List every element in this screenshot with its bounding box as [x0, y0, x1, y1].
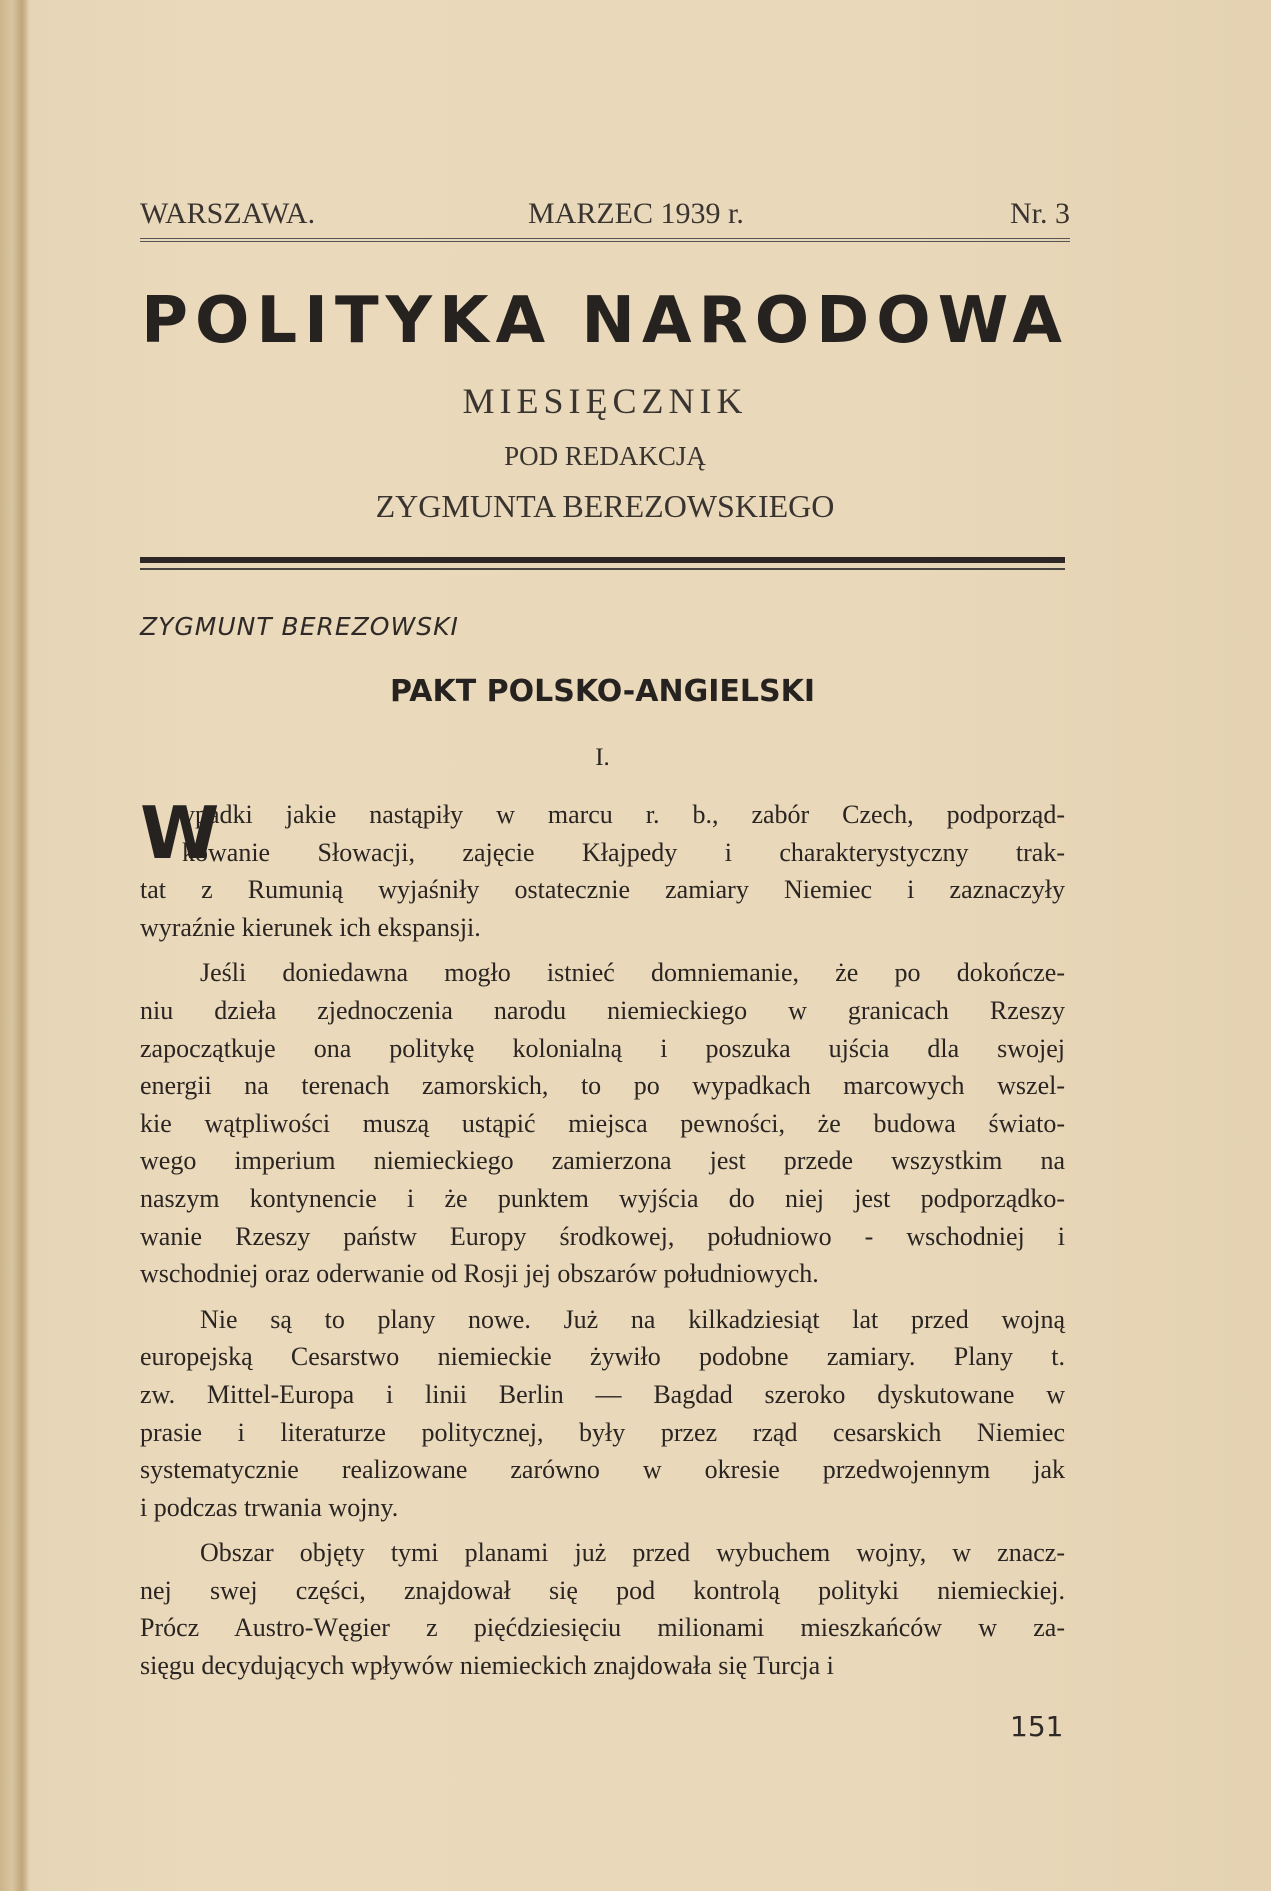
page-number: 151: [1010, 1710, 1064, 1743]
text-line: sięgu decydujących wpływów niemieckich znajdowała się Turcja i: [140, 1651, 834, 1681]
text-line: Nie są to plany nowe. Już na kilkadziesiąt lat przed wojną: [200, 1304, 1065, 1334]
journal-subtitle: MIESIĘCZNIK: [462, 381, 748, 421]
text-line: niu dzieła zjednoczenia narodu niemieckiego w granicach Rzeszy: [140, 995, 1065, 1025]
text-line: Prócz Austro-Węgier z pięćdziesięciu milionami mieszkańców w za-: [140, 1613, 1065, 1643]
article-author: ZYGMUNT BEREZOWSKI: [140, 612, 459, 641]
text-line: tat z Rumunią wyjaśniły ostatecznie zamiary Niemiec i zaznaczyły: [140, 875, 1065, 905]
text-line: Jeśli doniedawna mogło istnieć domniemanie, że po dokończe-: [200, 958, 1065, 988]
masthead-rule-thin: [140, 568, 1065, 570]
city: WARSZAWA.: [140, 197, 316, 230]
text-line: wyraźnie kierunek ich ekspansji.: [140, 912, 481, 942]
editor-line-2: ZYGMUNTA BEREZOWSKIEGO: [375, 488, 835, 524]
issue-number: Nr. 3: [1010, 197, 1070, 230]
text-line: energii na terenach zamorskich, to po wypadkach marcowych wszel-: [140, 1071, 1065, 1101]
text-line: zapoczątkuje ona politykę kolonialną i poszuka ujścia dla swojej: [140, 1033, 1065, 1063]
text-line: naszym kontynencie i że punktem wyjścia do niej jest podporządko-: [140, 1183, 1065, 1213]
text-line: systematycznie realizowane zarówno w okresie przedwojennym jak: [140, 1455, 1065, 1485]
section-number: I.: [595, 744, 610, 771]
text-line: Obszar objęty tymi planami już przed wybuchem wojny, w znacz-: [200, 1538, 1065, 1568]
article-title: PAKT POLSKO-ANGIELSKI: [390, 674, 815, 709]
drop-cap: W: [140, 791, 220, 875]
text-line: europejską Cesarstwo niemieckie żywiło podobne zamiary. Plany t.: [140, 1342, 1065, 1372]
text-line: i podczas trwania wojny.: [140, 1492, 399, 1522]
text-line: kowanie Słowacji, zajęcie Kłajpedy i charakterystyczny trak-: [182, 837, 1065, 867]
header-rule: [140, 238, 1070, 242]
text-line: nej swej części, znajdował się pod kontrolą polityki niemieckiej.: [140, 1575, 1065, 1605]
journal-title: POLITYKA NARODOWA: [141, 284, 1069, 358]
article-body: [140, 791, 1065, 1685]
text-line: kie wątpliwości muszą ustąpić miejsca pewności, że budowa świato-: [140, 1108, 1065, 1138]
text-line: ypadki jakie nastąpiły w marcu r. b., zabór Czech, podporząd-: [182, 800, 1065, 829]
text-line: wanie Rzeszy państw Europy środkowej, południowo - wschodniej i: [140, 1221, 1065, 1251]
issue-date: MARZEC 1939 r.: [528, 197, 744, 230]
editor-line-1: POD REDAKCJĄ: [504, 441, 706, 471]
text-line: wschodniej oraz oderwanie od Rosji jej obszarów południowych.: [140, 1259, 819, 1289]
text-line: wego imperium niemieckiego zamierzona jest przede wszystkim na: [140, 1146, 1065, 1176]
masthead-rule: [140, 557, 1065, 563]
text-line: zw. Mittel-Europa i linii Berlin — Bagdad szeroko dyskutowane w: [140, 1379, 1065, 1409]
text-line: prasie i literaturze politycznej, były przez rząd cesarskich Niemiec: [140, 1417, 1065, 1447]
